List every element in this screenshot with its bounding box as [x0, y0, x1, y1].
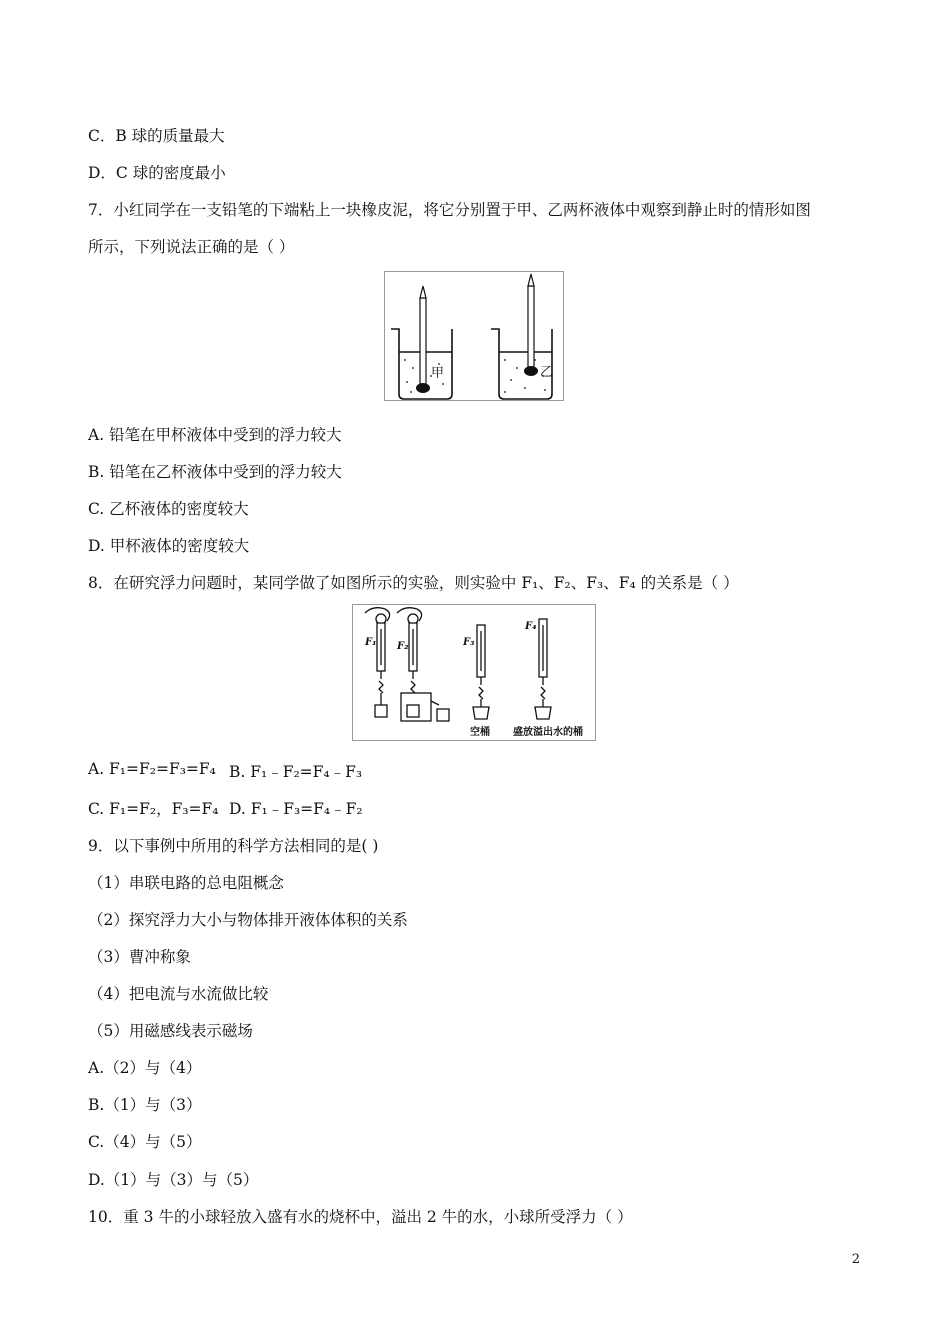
- fig8-label-f2: F₂: [397, 641, 409, 652]
- q8-stem-tail: 的关系是（ ）: [640, 574, 739, 592]
- beaker-right: [491, 329, 552, 399]
- q8-options-row2: [88, 797, 363, 819]
- q7-option-a: A. 铅笔在甲杯液体中受到的浮力较大: [88, 426, 342, 444]
- pencil-left: [416, 286, 430, 393]
- q8-option-d: D. F₁﹣F₃=F₄﹣F₂: [229, 800, 363, 818]
- q8-f1: F₁: [521, 574, 539, 592]
- q9-item-2: （2）探究浮力大小与物体排开液体体积的关系: [88, 911, 408, 929]
- q8-f4: F₄: [618, 574, 636, 592]
- q8-f3: F₃: [586, 574, 604, 592]
- q7-stem: 7．小红同学在一支铅笔的下端粘上一块橡皮泥，将它分别置于甲、乙两杯液体中观察到静止时的情形如图: [88, 201, 811, 219]
- q8-stem: 8．在研究浮力问题时，某同学做了如图所示的实验，则实验中 F₁、F₂、F₃、F₄ 的关系是（ ）: [88, 574, 739, 592]
- q9-option-b: B.（1）与（3）: [88, 1096, 202, 1114]
- fig8-label-f3: F₃: [463, 637, 475, 648]
- q9-option-d: D.（1）与（3）与（5）: [88, 1171, 259, 1189]
- fig8-caption-full: 盛放溢出水的桶: [513, 727, 583, 738]
- fig8-label-f1: F₁: [365, 637, 377, 648]
- q9-option-a: A.（2）与（4）: [88, 1059, 202, 1077]
- label-jia: 甲: [431, 366, 445, 381]
- q8-options-row1: [88, 760, 363, 781]
- q9-item-3: （3）曹冲称象: [88, 948, 191, 966]
- q7-figure: [384, 271, 564, 401]
- q9-item-5: （5）用磁感线表示磁场: [88, 1022, 253, 1040]
- q7-option-d: D. 甲杯液体的密度较大: [88, 537, 250, 555]
- q9-item-1: （1）串联电路的总电阻概念: [88, 874, 284, 892]
- q7-option-b: B. 铅笔在乙杯液体中受到的浮力较大: [88, 463, 342, 481]
- pencil-right: [524, 274, 538, 376]
- q9-item-4: （4）把电流与水流做比较: [88, 985, 269, 1003]
- q8-f2: F₂: [553, 574, 571, 592]
- q9-option-c: C.（4）与（5）: [88, 1133, 202, 1151]
- fig8-caption-empty: 空桶: [470, 727, 490, 738]
- q8-option-c: C. F₁=F₂，F₃=F₄: [88, 800, 219, 818]
- q8-figure: [352, 604, 596, 741]
- q6-option-c: C．B 球的质量最大: [88, 127, 225, 145]
- page-number: 2: [851, 1252, 860, 1267]
- q8-option-b: B. F₁﹣F₂=F₄﹣F₃: [229, 763, 363, 781]
- q7-option-c: C. 乙杯液体的密度较大: [88, 500, 249, 518]
- q7-stem-cont: 所示，下列说法正确的是（ ）: [88, 238, 295, 256]
- q8-option-a: A. F₁=F₂=F₃=F₄: [88, 760, 216, 778]
- q9-stem: 9．以下事例中所用的科学方法相同的是( ): [88, 837, 379, 855]
- label-yi: 乙: [540, 365, 554, 380]
- q6-option-d: D．C 球的密度最小: [88, 164, 226, 182]
- fig8-label-f4: F₄: [525, 621, 537, 632]
- q10-stem: 10．重 3 牛的小球轻放入盛有水的烧杯中，溢出 2 牛的水，小球所受浮力（ ）: [88, 1208, 633, 1226]
- q8-stem-text: 8．在研究浮力问题时，某同学做了如图所示的实验，则实验中: [88, 574, 517, 592]
